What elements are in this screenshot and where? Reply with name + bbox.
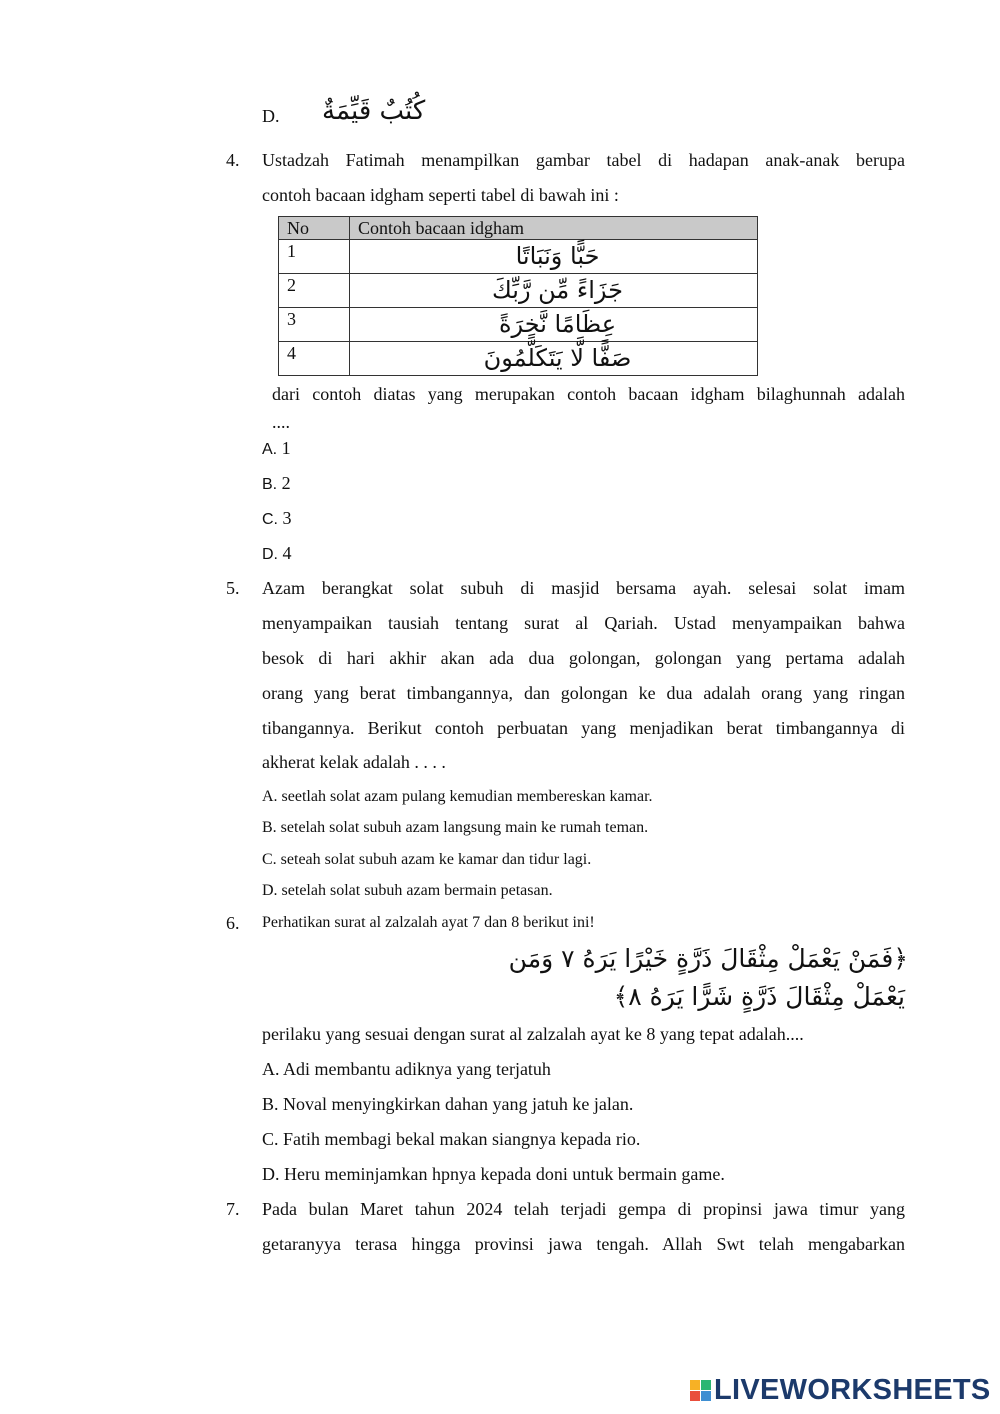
q6-option-b[interactable]: B. Noval menyingkirkan dahan yang jatuh ke jalan. [262,1094,634,1114]
q4-line1: Ustadzah Fatimah menampilkan gambar tabel di hadapan anak-anak berupa [262,150,905,170]
q5-option-a[interactable]: A. seetlah solat azam pulang kemudian membereskan kamar. [262,788,653,805]
q6-option-a[interactable]: A. Adi membantu adiknya yang terjatuh [262,1059,551,1079]
table-row [279,240,758,274]
q5-line4: orang yang berat timbangannya, dan golongan ke dua adalah orang yang ringan [262,683,905,703]
liveworksheets-logo [690,1373,991,1407]
q6-option-d[interactable]: D. Heru meminjamkan hpnya kepada doni untuk bermain game. [262,1164,725,1184]
q3-option-d-arabic: كُتُبٌ قَيِّمَةٌ [322,96,426,126]
q6-option-c[interactable]: C. Fatih membagi bekal makan siangnya kepada rio. [262,1129,641,1149]
liveworksheets-logo-icon [690,1380,711,1401]
q7-line2: getaranyya terasa hingga provinsi jawa tengah. Allah Swt telah mengabarkan [262,1234,905,1254]
q5-number: 5. [226,578,240,598]
table-row [279,274,758,308]
q5-option-d[interactable]: D. setelah solat subuh azam bermain petasan. [262,882,553,899]
q6-question: perilaku yang sesuai dengan surat al zalzalah ayat ke 8 yang tepat adalah.... [262,1024,804,1044]
option-text: 4 [282,543,292,563]
q4-follow-line2: .... [272,412,290,432]
q4-follow-line1: dari contoh diatas yang merupakan contoh bacaan idgham bilaghunnah adalah [272,384,905,404]
row-number: 1 [279,240,350,274]
row-arabic-example: جَزَاءً مِّن رَّبِّكَ [350,274,758,308]
q5-line6: akherat kelak adalah . . . . [262,752,446,772]
table-header-row [279,217,758,240]
row-arabic-example: حَبًّا وَنَبَاتًا [350,240,758,274]
q4-option-c[interactable] [262,508,292,530]
table-row [279,342,758,376]
q7-line1: Pada bulan Maret tahun 2024 telah terjadi gempa di propinsi jawa timur yang [262,1199,905,1219]
option-label: A. [262,441,278,458]
table-row [279,308,758,342]
row-number: 4 [279,342,350,376]
q5-line5: tibangannya. Berikut contoh perbuatan yang menjadikan berat timbangannya di [262,718,905,738]
option-label: D. [262,546,278,563]
idgham-table [278,216,758,376]
q6-intro: Perhatikan surat al zalzalah ayat 7 dan 8 berikut ini! [262,914,595,931]
table-header-no: No [279,217,350,240]
row-arabic-example: صَفًّا لَّا يَتَكَلَّمُونَ [350,342,758,376]
q3-option-d-label: D. [262,106,280,126]
option-label: C. [262,511,278,528]
q4-number: 4. [226,150,240,170]
q6-number: 6. [226,913,240,933]
q5-line1: Azam berangkat solat subuh di masjid bersama ayah. selesai solat imam [262,578,905,598]
q4-option-b[interactable] [262,473,291,495]
liveworksheets-brand-text: LIVEWORKSHEETS [714,1373,991,1406]
option-text: 1 [281,438,291,458]
q5-option-b[interactable]: B. setelah solat subuh azam langsung main ke rumah teman. [262,819,649,836]
q5-line3: besok di hari akhir akan ada dua golongan, golongan yang pertama adalah [262,648,905,668]
table-header-example: Contoh bacaan idgham [350,217,758,240]
row-number: 3 [279,308,350,342]
row-arabic-example: عِظَامًا نَّخِرَةً [350,308,758,342]
option-label: B. [262,476,278,493]
q6-arabic-line2: يَعْمَلْ مِثْقَالَ ذَرَّةٍ شَرًّا يَرَهُ ٨﴾ [613,982,905,1011]
q4-line2: contoh bacaan idgham seperti tabel di bawah ini : [262,185,619,205]
option-text: 2 [281,473,291,493]
q6-arabic-line1: ﴿فَمَنْ يَعْمَلْ مِثْقَالَ ذَرَّةٍ خَيْرًا يَرَهُ ٧ وَمَن [508,944,908,973]
q4-option-a[interactable] [262,438,291,460]
q5-option-c[interactable]: C. seteah solat subuh azam ke kamar dan tidur lagi. [262,851,592,868]
q5-line2: menyampaikan tausiah tentang surat al Qariah. Ustad menyampaikan bahwa [262,613,905,633]
row-number: 2 [279,274,350,308]
q4-option-d[interactable] [262,543,292,565]
option-text: 3 [282,508,292,528]
q7-number: 7. [226,1199,240,1219]
